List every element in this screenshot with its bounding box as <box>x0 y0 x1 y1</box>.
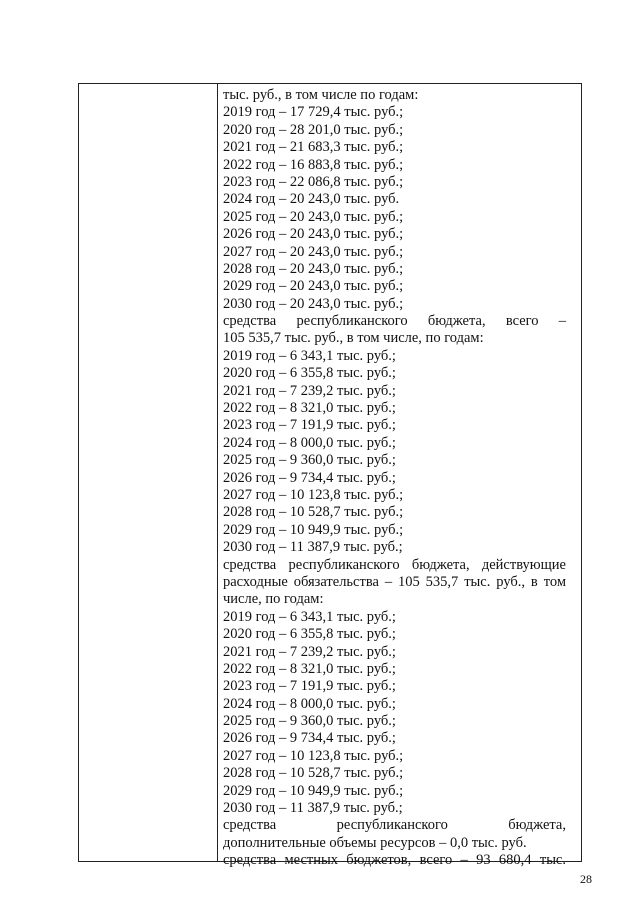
text-line: 2026 год – 9 734,4 тыс. руб.; <box>223 730 396 747</box>
text-line: 2019 год – 6 343,1 тыс. руб.; <box>223 347 396 364</box>
table-right-cell <box>223 87 566 870</box>
text-line: 2027 год – 20 243,0 тыс. руб.; <box>223 243 404 260</box>
text-line: 2020 год – 6 355,8 тыс. руб.; <box>223 626 396 643</box>
text-line: 2024 год – 8 000,0 тыс. руб.; <box>223 695 396 712</box>
text-line: дополнительные объемы ресурсов – 0,0 тыс. руб. <box>223 834 527 851</box>
text-line: 2030 год – 11 387,9 тыс. руб.; <box>223 800 403 817</box>
text-line: 2028 год – 20 243,0 тыс. руб.; <box>223 260 404 277</box>
text-line: расходные обязательства – 105 535,7 тыс. руб., в том <box>223 573 566 590</box>
text-line: 2029 год – 10 949,9 тыс. руб.; <box>223 782 404 799</box>
text-line: 2028 год – 10 528,7 тыс. руб.; <box>223 765 404 782</box>
column-divider <box>217 84 218 861</box>
text-line: 2026 год – 9 734,4 тыс. руб.; <box>223 469 396 486</box>
text-line: 2027 год – 10 123,8 тыс. руб.; <box>223 747 404 764</box>
text-line: 2030 год – 11 387,9 тыс. руб.; <box>223 539 403 556</box>
text-line: 2022 год – 16 883,8 тыс. руб.; <box>223 156 404 173</box>
table-left-cell <box>79 84 217 861</box>
text-line: 2021 год – 7 239,2 тыс. руб.; <box>223 643 396 660</box>
text-line: тыс. руб., в том числе по годам: <box>223 87 419 103</box>
document-table <box>78 83 582 869</box>
text-line: средства республиканского бюджета, действующие <box>223 556 566 573</box>
text-line: 2021 год – 21 683,3 тыс. руб.; <box>223 139 404 156</box>
text-line: средства республиканского бюджета, всего – <box>223 313 566 330</box>
page-number: 28 <box>580 872 592 886</box>
text-line: 2019 год – 17 729,4 тыс. руб.; <box>223 104 404 121</box>
text-line: 2023 год – 22 086,8 тыс. руб.; <box>223 173 404 190</box>
text-line: 2024 год – 8 000,0 тыс. руб.; <box>223 434 396 451</box>
text-line: 105 535,7 тыс. руб., в том числе, по годам: <box>223 330 484 347</box>
text-line: 2025 год – 20 243,0 тыс. руб.; <box>223 208 404 225</box>
text-line: 2020 год – 6 355,8 тыс. руб.; <box>223 365 396 382</box>
text-line: 2019 год – 6 343,1 тыс. руб.; <box>223 608 396 625</box>
text-line: 2024 год – 20 243,0 тыс. руб. <box>223 191 400 208</box>
text-line: числе, по годам: <box>223 591 324 608</box>
text-line: 2022 год – 8 321,0 тыс. руб.; <box>223 660 396 677</box>
text-line: 2025 год – 9 360,0 тыс. руб.; <box>223 452 396 469</box>
text-line: 2023 год – 7 191,9 тыс. руб.; <box>223 417 396 434</box>
text-line: 2027 год – 10 123,8 тыс. руб.; <box>223 486 404 503</box>
text-line: средства республиканского бюджета, <box>223 817 566 834</box>
text-line: 2030 год – 20 243,0 тыс. руб.; <box>223 295 404 312</box>
text-line: 2025 год – 9 360,0 тыс. руб.; <box>223 713 396 730</box>
text-line: 2026 год – 20 243,0 тыс. руб.; <box>223 226 404 243</box>
text-line: 2022 год – 8 321,0 тыс. руб.; <box>223 400 396 417</box>
text-line: 2021 год – 7 239,2 тыс. руб.; <box>223 382 396 399</box>
text-line: 2029 год – 20 243,0 тыс. руб.; <box>223 278 404 295</box>
text-line: 2028 год – 10 528,7 тыс. руб.; <box>223 504 404 521</box>
text-line: 2020 год – 28 201,0 тыс. руб.; <box>223 121 404 138</box>
text-line: 2029 год – 10 949,9 тыс. руб.; <box>223 521 404 538</box>
text-line: средства местных бюджетов, всего – 93 680,4 тыс. <box>223 852 566 869</box>
text-line: 2023 год – 7 191,9 тыс. руб.; <box>223 678 396 695</box>
